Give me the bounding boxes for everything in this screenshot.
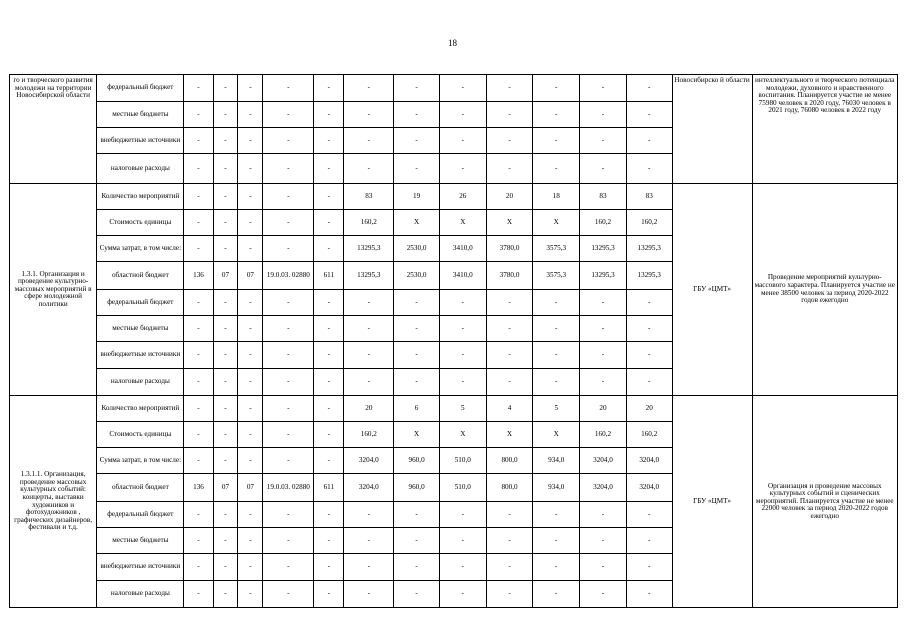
table-cell: - (533, 369, 580, 396)
table-cell: - (238, 581, 263, 608)
table-cell: 3204,0 (344, 448, 394, 474)
table-cell: - (439, 128, 486, 154)
table-cell: 3780,0 (486, 236, 533, 262)
table-cell: - (213, 316, 238, 342)
table-cell: - (263, 316, 314, 342)
table-cell: X (533, 210, 580, 236)
table-cell: - (439, 581, 486, 608)
table-cell: - (486, 369, 533, 396)
table-cell: - (626, 369, 672, 396)
table-cell: - (394, 128, 440, 154)
table-cell: - (213, 210, 238, 236)
table-cell: - (533, 342, 580, 369)
table-cell: 3780,0 (486, 262, 533, 290)
table-cell: - (314, 102, 344, 128)
table-cell: - (533, 502, 580, 528)
table-cell: 07 (213, 262, 238, 290)
table-cell: 20 (486, 184, 533, 210)
table-cell: - (394, 154, 440, 184)
table-cell: 19.0.03. 02880 (263, 262, 314, 290)
table-cell: - (486, 342, 533, 369)
table-cell: - (184, 396, 213, 422)
row-label: областной бюджет (97, 262, 184, 290)
table-cell: - (344, 154, 394, 184)
table-cell: - (184, 502, 213, 528)
table-cell: - (263, 502, 314, 528)
table-row (10, 184, 898, 210)
table-cell: - (314, 236, 344, 262)
table-cell: - (533, 528, 580, 554)
table-cell: - (439, 102, 486, 128)
table-cell: 160,2 (626, 210, 672, 236)
table-cell: - (184, 342, 213, 369)
row-label: федеральный бюджет (97, 290, 184, 316)
table-cell: - (263, 128, 314, 154)
table-cell: 136 (184, 474, 213, 502)
table-cell: - (626, 102, 672, 128)
table-cell: - (213, 396, 238, 422)
row-label: налоговые расходы (97, 581, 184, 608)
table-cell: - (263, 396, 314, 422)
table-cell: - (213, 128, 238, 154)
table-cell: 934,0 (533, 448, 580, 474)
table-cell: 3204,0 (580, 474, 627, 502)
table-cell: - (394, 369, 440, 396)
table-cell: - (314, 502, 344, 528)
table-cell: - (486, 528, 533, 554)
table-cell: - (580, 102, 627, 128)
table-cell: 2530,0 (394, 236, 440, 262)
table-cell: - (439, 502, 486, 528)
table-cell: - (238, 75, 263, 102)
table-cell: 960,0 (394, 448, 440, 474)
table-cell: - (344, 528, 394, 554)
table-cell: - (184, 422, 213, 448)
table-cell: 5 (439, 396, 486, 422)
table-cell: 160,2 (580, 422, 627, 448)
table-cell: 20 (344, 396, 394, 422)
table-cell: - (238, 210, 263, 236)
row-label: внебюджетные источники (97, 554, 184, 581)
executor: ГБУ «ЦМТ» (672, 396, 752, 608)
table-cell: - (580, 154, 627, 184)
table-cell: - (394, 502, 440, 528)
table-cell: - (486, 502, 533, 528)
table-cell: - (184, 236, 213, 262)
table-cell: 3410,0 (439, 236, 486, 262)
table-cell: - (263, 422, 314, 448)
table-cell: - (394, 102, 440, 128)
row-label: федеральный бюджет (97, 502, 184, 528)
table-cell: - (344, 342, 394, 369)
table-cell: - (238, 236, 263, 262)
table-cell: - (184, 154, 213, 184)
table-cell: - (184, 316, 213, 342)
table-cell: 611 (314, 262, 344, 290)
budget-table (9, 74, 898, 608)
table-cell: - (344, 128, 394, 154)
table-cell: - (439, 290, 486, 316)
table-cell: - (580, 342, 627, 369)
table-row (10, 396, 898, 422)
table-cell: - (184, 102, 213, 128)
table-cell: - (394, 342, 440, 369)
table-cell: - (263, 210, 314, 236)
table-cell: - (314, 581, 344, 608)
table-cell: 20 (626, 396, 672, 422)
table-cell: - (314, 422, 344, 448)
table-cell: - (238, 396, 263, 422)
table-cell: - (533, 554, 580, 581)
row-label: Стоимость единицы (97, 422, 184, 448)
table-cell: - (344, 581, 394, 608)
table-cell: - (626, 554, 672, 581)
table-cell: 800,0 (486, 448, 533, 474)
table-cell: - (344, 369, 394, 396)
table-cell: - (626, 154, 672, 184)
table-cell: - (314, 128, 344, 154)
table-cell: - (213, 102, 238, 128)
table-cell: - (184, 75, 213, 102)
table-cell: - (626, 581, 672, 608)
table-cell: - (314, 554, 344, 581)
table-cell: - (394, 75, 440, 102)
table-cell: - (533, 128, 580, 154)
table-cell: 510,0 (439, 474, 486, 502)
table-cell: - (184, 128, 213, 154)
table-cell: 13295,3 (580, 236, 627, 262)
table-cell: X (439, 422, 486, 448)
table-cell: - (314, 316, 344, 342)
table-cell: 160,2 (344, 422, 394, 448)
table-cell: 13295,3 (344, 236, 394, 262)
table-cell: 07 (238, 474, 263, 502)
table-cell: - (626, 528, 672, 554)
table-cell: - (580, 369, 627, 396)
table-cell: 19 (394, 184, 440, 210)
table-cell: - (486, 154, 533, 184)
row-label: Стоимость единицы (97, 210, 184, 236)
table-cell: 3575,3 (533, 236, 580, 262)
table-cell: - (184, 290, 213, 316)
table-cell: - (439, 342, 486, 369)
table-cell: - (314, 290, 344, 316)
table-cell: - (486, 290, 533, 316)
table-cell: - (213, 422, 238, 448)
table-cell: - (213, 236, 238, 262)
table-cell: 07 (238, 262, 263, 290)
table-cell: - (238, 528, 263, 554)
table-cell: - (314, 210, 344, 236)
table-cell: - (184, 554, 213, 581)
table-cell: - (263, 102, 314, 128)
table-cell: - (533, 75, 580, 102)
table-cell: - (263, 184, 314, 210)
table-cell: - (213, 448, 238, 474)
table-cell: - (314, 369, 344, 396)
table-cell: - (580, 528, 627, 554)
table-cell: - (314, 75, 344, 102)
row-label: местные бюджеты (97, 316, 184, 342)
table-cell: - (238, 369, 263, 396)
table-cell: - (314, 448, 344, 474)
table-cell: 4 (486, 396, 533, 422)
table-cell: - (344, 502, 394, 528)
table-cell: X (394, 422, 440, 448)
table-cell: 83 (580, 184, 627, 210)
table-cell: - (213, 502, 238, 528)
table-cell: - (213, 75, 238, 102)
table-cell: 13295,3 (580, 262, 627, 290)
table-cell: 13295,3 (626, 236, 672, 262)
table-cell: 800,0 (486, 474, 533, 502)
table-cell: - (263, 236, 314, 262)
section-name: 1.3.1.1. Организация, проведение массовых культурных событий: концерты, выставки художников и фотохудожников , графических дизайнеров, фестивали и т.д. (10, 396, 97, 608)
result-description: интеллектуального и творческого потенциала молодежи, духовного и нравственного воспитания. Планируется участие не менее 75980 человек в 2020 году, 76030 человек в 2021 году, 76080 человек в 2022 году (752, 75, 897, 184)
row-label: Сумма затрат, в том числе: (97, 236, 184, 262)
table-cell: 3204,0 (580, 448, 627, 474)
table-cell: 3204,0 (344, 474, 394, 502)
table-cell: - (314, 396, 344, 422)
table-cell: - (486, 316, 533, 342)
page-number: 18 (448, 38, 457, 48)
table-cell: - (263, 369, 314, 396)
table-cell: - (580, 581, 627, 608)
table-cell: - (580, 502, 627, 528)
table-cell: 6 (394, 396, 440, 422)
table-cell: - (238, 184, 263, 210)
table-cell: - (626, 128, 672, 154)
table-cell: - (626, 290, 672, 316)
table-cell: - (580, 290, 627, 316)
table-cell: - (238, 128, 263, 154)
table-cell: - (263, 554, 314, 581)
table-cell: - (213, 184, 238, 210)
table-cell: 19.0.03. 02880 (263, 474, 314, 502)
row-label: Сумма затрат, в том числе: (97, 448, 184, 474)
table-cell: - (263, 290, 314, 316)
table-cell: - (626, 342, 672, 369)
table-cell: 3204,0 (626, 474, 672, 502)
table-cell: - (486, 554, 533, 581)
table-cell: - (238, 502, 263, 528)
table-cell: - (626, 75, 672, 102)
table-cell: - (213, 342, 238, 369)
table-cell: - (314, 154, 344, 184)
table-cell: - (238, 154, 263, 184)
row-label: областной бюджет (97, 474, 184, 502)
table-cell: - (213, 528, 238, 554)
table-cell: - (263, 154, 314, 184)
table-cell: - (238, 316, 263, 342)
table-cell: - (263, 528, 314, 554)
table-cell: 18 (533, 184, 580, 210)
table-cell: - (394, 581, 440, 608)
table-cell: - (213, 369, 238, 396)
table-cell: - (394, 290, 440, 316)
table-cell: - (263, 342, 314, 369)
table-cell: 3410,0 (439, 262, 486, 290)
result-description: Организация и проведение массовых культурных событий и сценических мероприятий. Планируется участие не менее 22000 человек за период 2020-2022 годов ежегодно (752, 396, 897, 608)
table-cell: 3575,3 (533, 262, 580, 290)
table-cell: - (263, 581, 314, 608)
table-cell: - (533, 316, 580, 342)
section-name: го и творческого развития молодежи на территории Новосибирской области (10, 75, 97, 184)
table-cell: 2530,0 (394, 262, 440, 290)
table-cell: - (184, 448, 213, 474)
table-cell: - (439, 154, 486, 184)
table-cell: - (344, 554, 394, 581)
table-cell: - (238, 554, 263, 581)
row-label: налоговые расходы (97, 369, 184, 396)
table-cell: X (439, 210, 486, 236)
table-cell: - (263, 448, 314, 474)
table-cell: 3204,0 (626, 448, 672, 474)
table-cell: - (238, 102, 263, 128)
table-cell: - (213, 554, 238, 581)
table-cell: - (238, 342, 263, 369)
table-cell: X (394, 210, 440, 236)
table-cell: - (213, 154, 238, 184)
table-cell: - (344, 102, 394, 128)
table-cell: - (394, 528, 440, 554)
table-cell: - (184, 369, 213, 396)
table-cell: - (439, 554, 486, 581)
table-cell: 20 (580, 396, 627, 422)
table-cell: 510,0 (439, 448, 486, 474)
table-cell: - (213, 581, 238, 608)
table-cell: - (314, 342, 344, 369)
table-cell: X (533, 422, 580, 448)
table-cell: - (314, 184, 344, 210)
table-cell: - (486, 581, 533, 608)
table-cell: 5 (533, 396, 580, 422)
table-cell: X (486, 422, 533, 448)
table-cell: 611 (314, 474, 344, 502)
table-cell: - (439, 75, 486, 102)
table-cell: 160,2 (344, 210, 394, 236)
row-label: Количество мероприятий (97, 396, 184, 422)
table-cell: - (394, 554, 440, 581)
row-label: местные бюджеты (97, 528, 184, 554)
table-cell: - (184, 184, 213, 210)
table-cell: - (238, 422, 263, 448)
table-cell: 960,0 (394, 474, 440, 502)
table-cell: - (238, 448, 263, 474)
table-cell: - (314, 528, 344, 554)
table-cell: - (344, 290, 394, 316)
table-cell: 934,0 (533, 474, 580, 502)
table-cell: 83 (344, 184, 394, 210)
table-cell: - (238, 290, 263, 316)
table-cell: 83 (626, 184, 672, 210)
table-cell: - (533, 102, 580, 128)
table-cell: - (626, 502, 672, 528)
table-cell: 13295,3 (626, 262, 672, 290)
table-cell: - (184, 581, 213, 608)
table-cell: 13295,3 (344, 262, 394, 290)
table-cell: - (184, 210, 213, 236)
table-cell: - (580, 554, 627, 581)
result-description: Проведение мероприятий культурно-массового характера. Планируется участие не менее 38500 человек за период 2020-2022 годов ежегодно (752, 184, 897, 396)
table-cell: - (213, 290, 238, 316)
table-cell: - (580, 316, 627, 342)
table-cell: X (486, 210, 533, 236)
executor: Новосибирско й области (672, 75, 752, 184)
table-cell: 26 (439, 184, 486, 210)
table-cell: - (263, 75, 314, 102)
table-cell: - (486, 75, 533, 102)
table-cell: 160,2 (580, 210, 627, 236)
table-cell: - (344, 75, 394, 102)
executor: ГБУ «ЦМТ» (672, 184, 752, 396)
table-cell: - (533, 290, 580, 316)
table-cell: - (533, 154, 580, 184)
section-name: 1.3.1. Организация и проведение культурно-массовых мероприятий в сфере молодежной политики (10, 184, 97, 396)
table-cell: - (580, 128, 627, 154)
table-cell: 136 (184, 262, 213, 290)
table-cell: - (439, 528, 486, 554)
table-cell: - (533, 581, 580, 608)
row-label: Количество мероприятий (97, 184, 184, 210)
table-cell: 07 (213, 474, 238, 502)
table-cell: 160,2 (626, 422, 672, 448)
table-cell: - (394, 316, 440, 342)
table-cell: - (486, 102, 533, 128)
table-row (10, 75, 898, 102)
row-label: налоговые расходы (97, 154, 184, 184)
table-cell: - (344, 316, 394, 342)
table-cell: - (184, 528, 213, 554)
table-cell: - (439, 369, 486, 396)
row-label: федеральный бюджет (97, 75, 184, 102)
table-cell: - (626, 316, 672, 342)
row-label: внебюджетные источники (97, 342, 184, 369)
table-cell: - (486, 128, 533, 154)
table-cell: - (439, 316, 486, 342)
table-cell: - (580, 75, 627, 102)
row-label: местные бюджеты (97, 102, 184, 128)
row-label: внебюджетные источники (97, 128, 184, 154)
